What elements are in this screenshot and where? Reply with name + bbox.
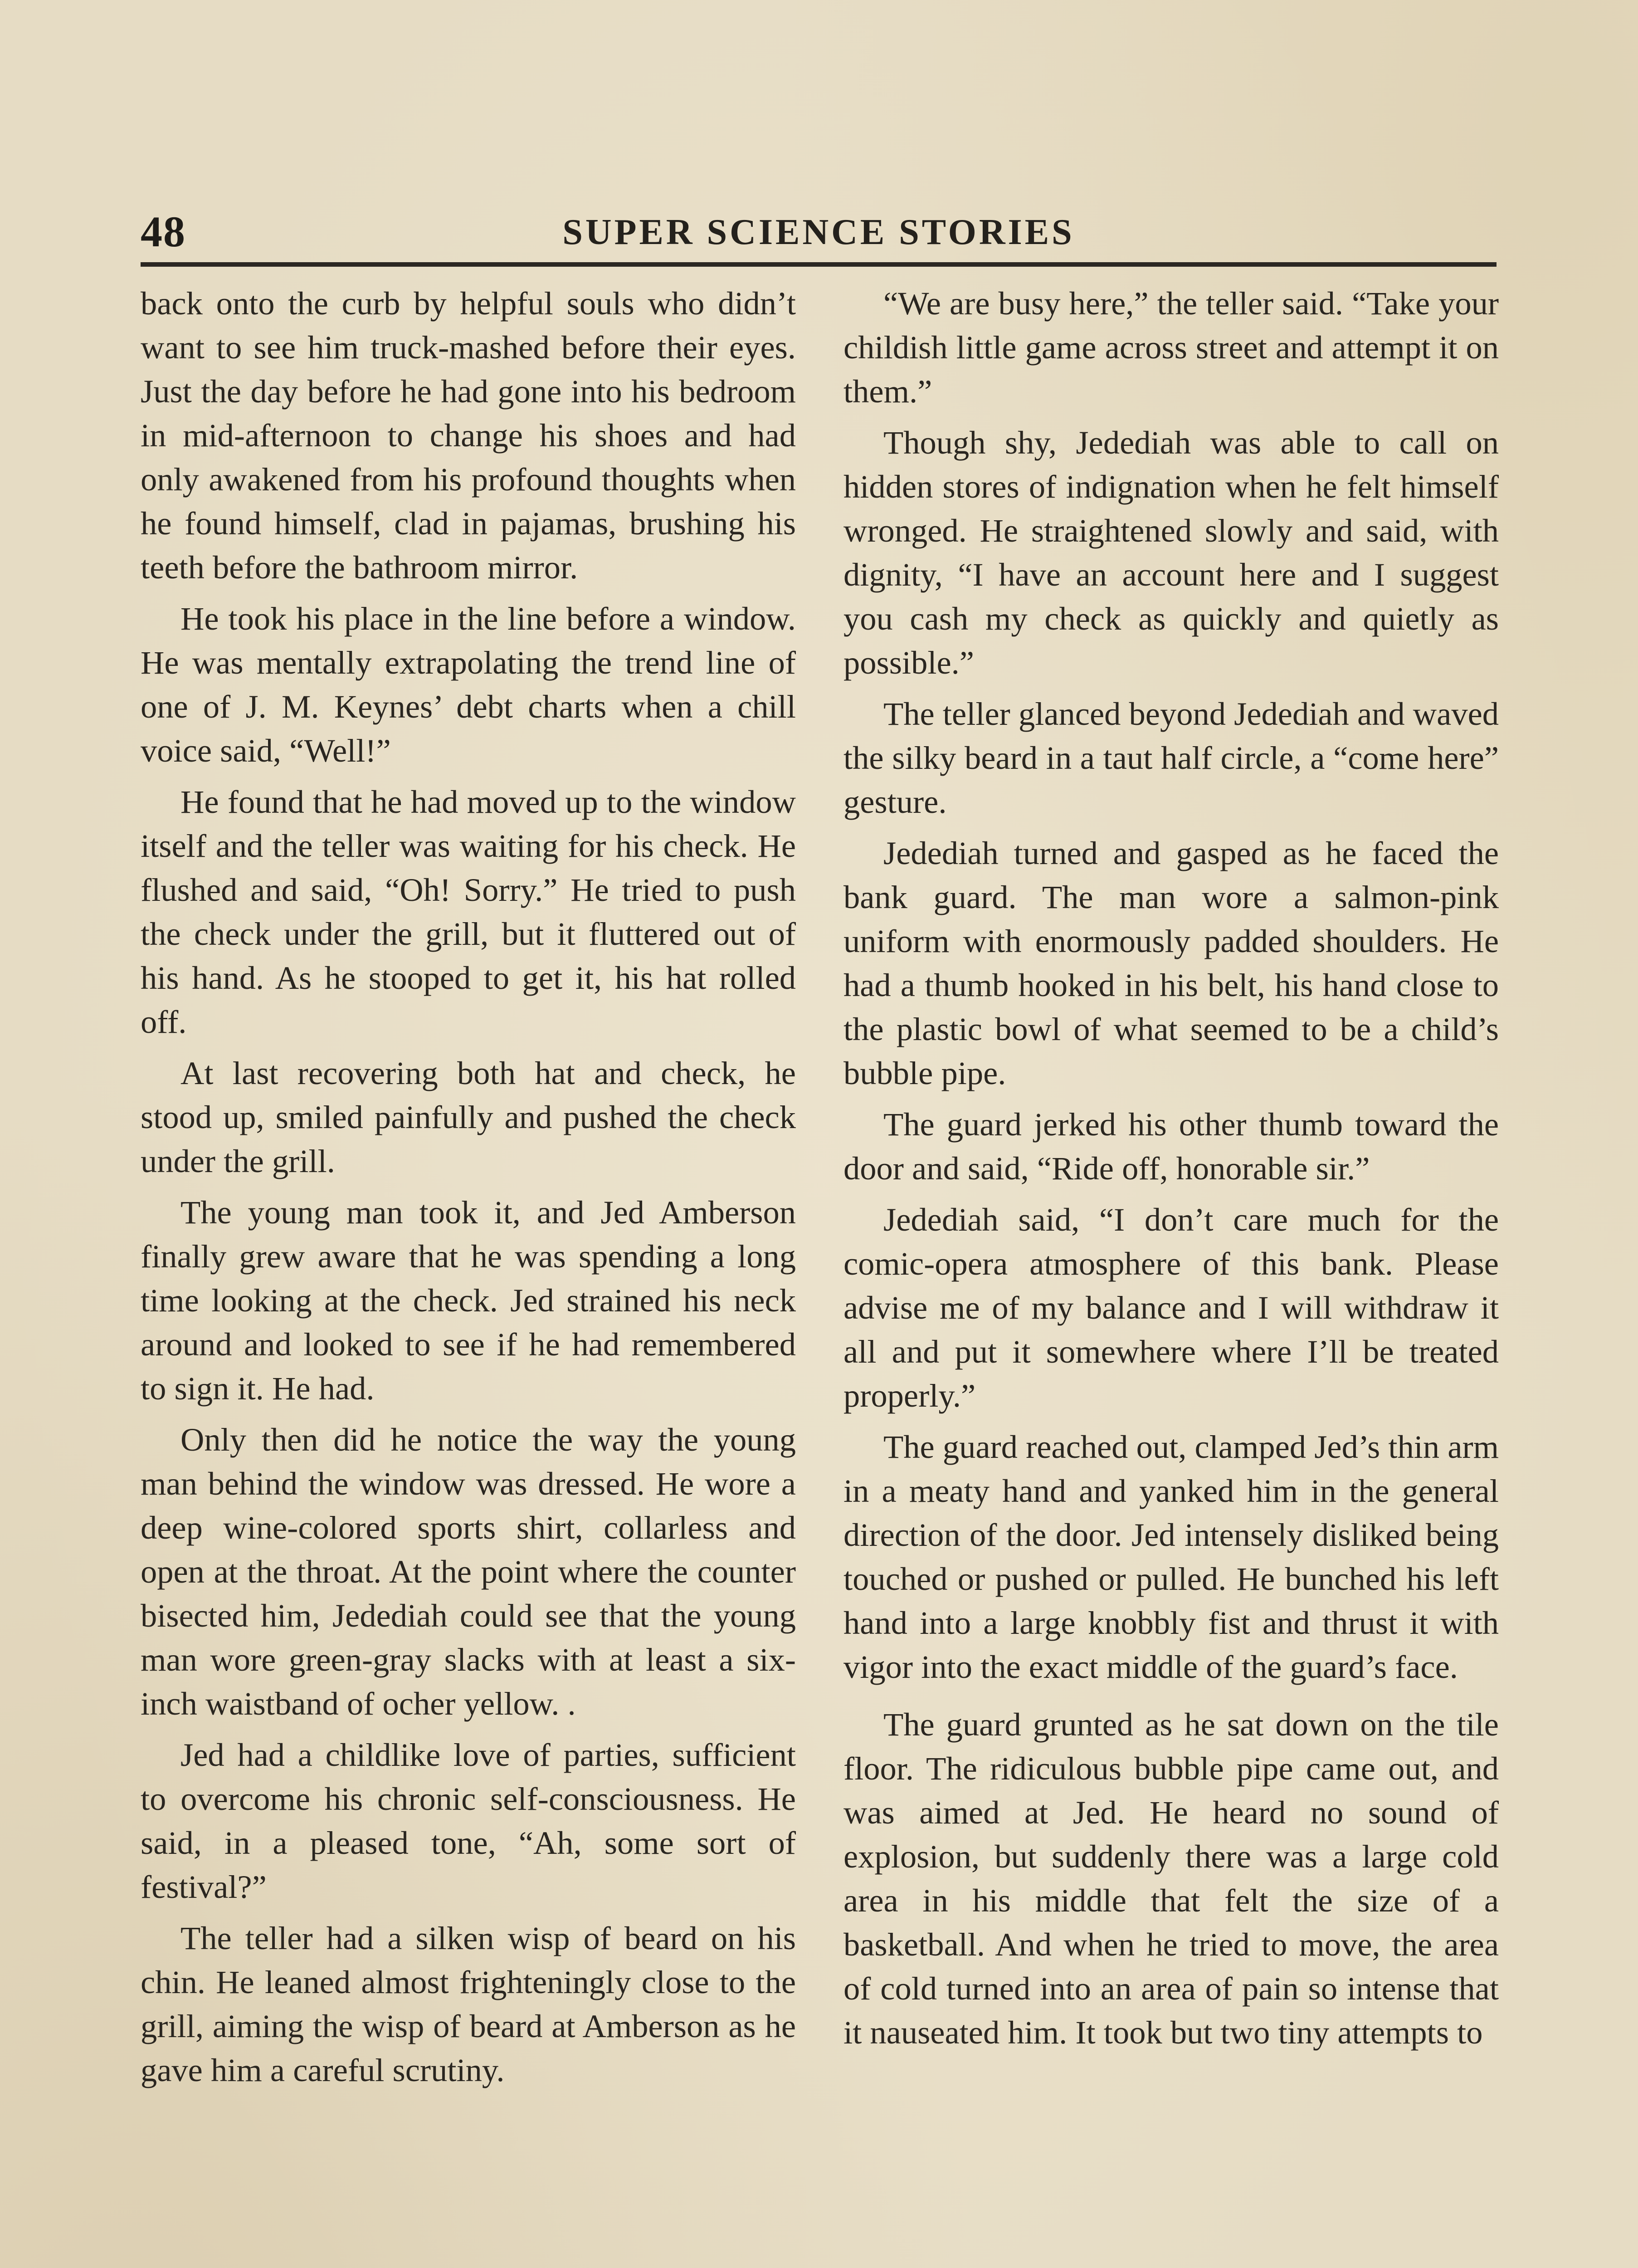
right-column <box>843 281 1499 2268</box>
header-rule <box>141 262 1497 267</box>
paragraph: At last recovering both hat and check, he stood up, smiled painfully and pushed the check under the grill. <box>141 1055 796 1179</box>
paragraph: The teller glanced beyond Jedediah and waved the silky beard in a taut half circle, a “come here” gesture. <box>843 695 1499 820</box>
paragraph: Only then did he notice the way the young man behind the window was dressed. He wore a deep wine-colored sports shirt, collarless and open at the throat. At the point where the counter bisected him, Jedediah could see that the young man wore green-gray slacks with at least a six-inch waistband of ocher yellow. . <box>141 1421 796 1722</box>
paragraph: The teller had a silken wisp of beard on his chin. He leaned almost frighteningly close to the grill, aiming the wisp of beard at Amberson as he gave him a careful scrutiny. <box>141 1920 796 2088</box>
running-title: SUPER SCIENCE STORIES <box>562 212 1075 252</box>
paragraph: The guard grunted as he sat down on the tile floor. The ridiculous bubble pipe came out, and was aimed at Jed. He heard no sound of explosion, but suddenly there was a large cold area in his middle that felt the size of a basketball. And when he tried to move, the area of cold turned into an area of pain so intense that it nauseated him. It took but two tiny attempts to <box>843 1706 1499 2051</box>
paragraph: The young man took it, and Jed Amberson finally grew aware that he was spending a long time looking at the check. Jed strained his neck around and looked to see if he had remembered to sign it. He had. <box>141 1194 796 1407</box>
paragraph: The guard reached out, clamped Jed’s thin arm in a meaty hand and yanked him in the general direction of the door. Jed intensely disliked being touched or pushed or pulled. He bunched his left hand into a large knobbly fist and thrust it with vigor into the exact middle of the guard’s face. <box>843 1428 1499 1685</box>
paragraph: back onto the curb by helpful souls who didn’t want to see him truck-mashed before their eyes. Just the day before he had gone into his bedroom in mid-afternoon to change his shoes and had only awakened from his profound thoughts when he found himself, clad in pajamas, brushing his teeth before the bathroom mirror. <box>141 285 796 586</box>
paragraph: Jed had a childlike love of parties, sufficient to overcome his chronic self-consciousness. He said, in a pleased tone, “Ah, some sort of festival?” <box>141 1736 796 1905</box>
page-number: 48 <box>141 207 186 256</box>
paragraph: Jedediah turned and gasped as he faced the bank guard. The man wore a salmon-pink uniform with enormously padded shoulders. He had a thumb hooked in his belt, his hand close to the plastic bowl of what seemed to be a child’s bubble pipe. <box>843 835 1499 1091</box>
paragraph: Though shy, Jedediah was able to call on hidden stores of indignation when he felt himself wronged. He straightened slowly and said, with dignity, “I have an account here and I suggest you cash my check as quickly and quietly as possible.” <box>843 424 1499 681</box>
paragraph: “We are busy here,” the teller said. “Take your childish little game across street and attempt it on them.” <box>843 285 1499 410</box>
paragraph: He took his place in the line before a window. He was mentally extrapolating the trend line of one of J. M. Keynes’ debt charts when a chill voice said, “Well!” <box>141 600 796 769</box>
paragraph: The guard jerked his other thumb toward the door and said, “Ride off, honorable sir.” <box>843 1106 1499 1187</box>
paragraph: Jedediah said, “I don’t care much for the comic-opera atmosphere of this bank. Please advise me of my balance and I will withdraw it all and put it somewhere where I’ll be treated properly.” <box>843 1201 1499 1414</box>
page-header <box>141 206 1497 270</box>
paragraph: He found that he had moved up to the window itself and the teller was waiting for his check. He flushed and said, “Oh! Sorry.” He tried to push the check under the grill, but it fluttered out of his hand. As he stooped to get it, his hat rolled off. <box>141 783 796 1040</box>
left-column <box>141 281 796 2268</box>
